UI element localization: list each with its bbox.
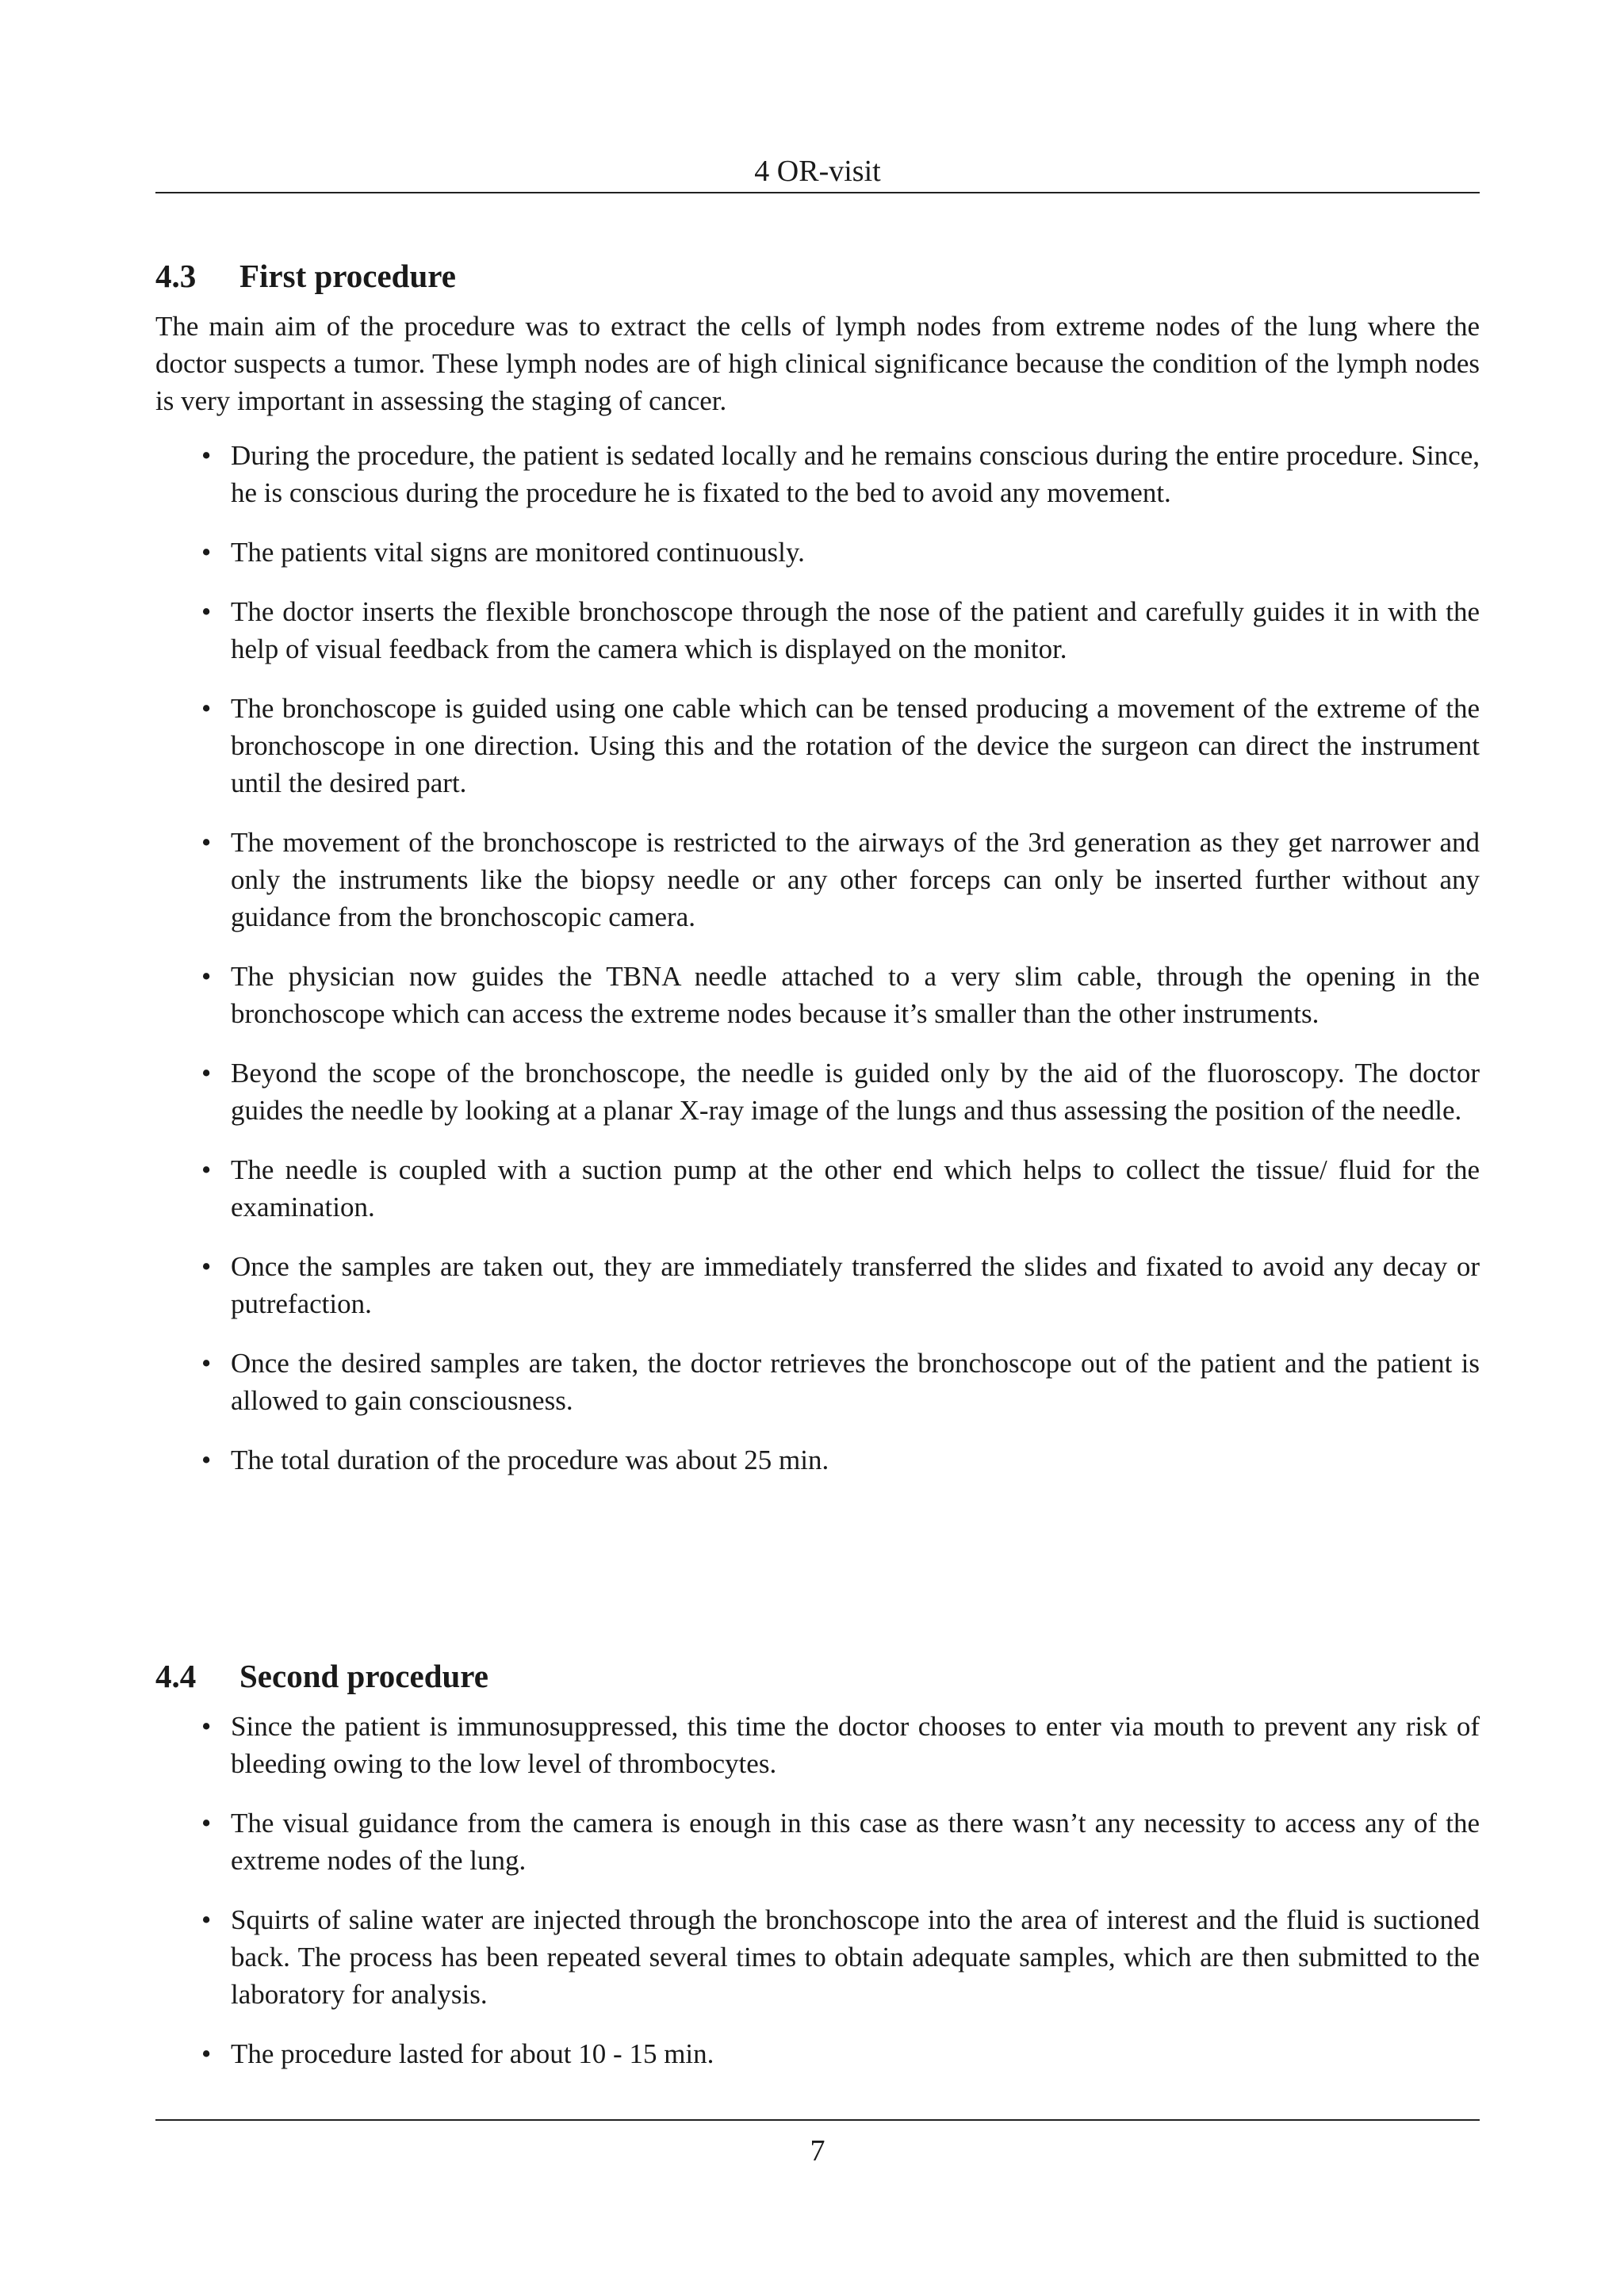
list-item-text: The bronchoscope is guided using one cable which can be tensed producing a movement of the extreme of the bronchoscope in one direction. Using this and the rotation of the device the surgeon can direct the instrument until the desired part. [231, 693, 1480, 798]
bullet-icon: • [201, 1251, 212, 1282]
list-item [155, 824, 1480, 936]
list-item-text: The patients vital signs are monitored continuously. [231, 537, 805, 568]
section-number: 4.4 [155, 1658, 197, 1694]
bullet-icon: • [201, 961, 212, 992]
list-item [155, 1441, 1480, 1479]
header-rule [155, 192, 1480, 193]
list-item-text: The movement of the bronchoscope is restricted to the airways of the 3rd generation as they get narrower and only the instruments like the biopsy needle or any other forceps can only be inserted further without any guidance from the bronchoscopic camera. [231, 827, 1480, 932]
bullet-icon: • [201, 693, 212, 724]
list-item [155, 690, 1480, 802]
list-item-text: The doctor inserts the flexible bronchoscope through the nose of the patient and carefully guides it in with the help of visual feedback from the camera which is displayed on the monitor. [231, 596, 1480, 664]
section-title: First procedure [239, 258, 456, 294]
page-number: 7 [810, 2134, 825, 2168]
list-item [155, 2035, 1480, 2072]
list-item [155, 593, 1480, 668]
bullet-icon: • [201, 1808, 212, 1839]
section-title: Second procedure [239, 1658, 488, 1694]
list-item-text: Beyond the scope of the bronchoscope, the needle is guided only by the aid of the fluoroscopy. The doctor guides the needle by looking at a planar X-ray image of the lungs and thus assessing the position of the needle. [231, 1058, 1480, 1126]
section-first-procedure [155, 252, 1480, 1501]
list-item-text: The physician now guides the TBNA needle attached to a very slim cable, through the opening in the bronchoscope which can access the extreme nodes because it’s smaller than the other instruments. [231, 961, 1480, 1029]
bullet-icon: • [201, 1154, 212, 1185]
list-item-text: The total duration of the procedure was about 25 min. [231, 1445, 829, 1475]
intro-paragraph: The main aim of the procedure was to extract the cells of lymph nodes from extreme nodes of the lung where the doctor suspects a tumor. These lymph nodes are of high clinical significance because the condition of the lymph nodes is very important in assessing the staging of cancer. [155, 311, 1480, 416]
list-item [155, 1901, 1480, 2013]
list-item-text: Since the patient is immunosuppressed, this time the doctor chooses to enter via mouth to prevent any risk of bleeding owing to the low level of thrombocytes. [231, 1711, 1480, 1779]
bullet-icon: • [201, 537, 212, 568]
bullet-icon: • [201, 1348, 212, 1379]
list-item-text: Once the desired samples are taken, the doctor retrieves the bronchoscope out of the patient and the patient is allowed to gain consciousness. [231, 1348, 1480, 1416]
section-number: 4.3 [155, 258, 197, 294]
list-item-text: Squirts of saline water are injected through the bronchoscope into the area of interest and the fluid is suctioned back. The process has been repeated several times to obtain adequate samples, which are then submitted to the laboratory for analysis. [231, 1904, 1480, 2010]
list-item-text: The visual guidance from the camera is enough in this case as there wasn’t any necessity to access any of the extreme nodes of the lung. [231, 1808, 1480, 1876]
list-item [155, 1708, 1480, 1782]
list-item-text: During the procedure, the patient is sedated locally and he remains conscious during the entire procedure. Since, he is conscious during the procedure he is fixated to the bed to avoid any movement. [231, 440, 1480, 508]
list-item [155, 958, 1480, 1032]
bullet-list [155, 1708, 1480, 2072]
bullet-icon: • [201, 1904, 212, 1935]
document-page [155, 0, 1480, 2296]
list-item-text: Once the samples are taken out, they are immediately transferred the slides and fixated to avoid any decay or putrefaction. [231, 1251, 1480, 1319]
list-item [155, 1248, 1480, 1322]
list-item [155, 1054, 1480, 1129]
section-heading [155, 252, 1480, 300]
list-item-text: The procedure lasted for about 10 - 15 min. [231, 2038, 714, 2069]
list-item-text: The needle is coupled with a suction pump at the other end which helps to collect the tissue/ fluid for the examination. [231, 1154, 1480, 1223]
bullet-icon: • [201, 2038, 212, 2069]
list-item [155, 1345, 1480, 1419]
running-header: 4 OR-visit [754, 155, 881, 188]
bullet-icon: • [201, 1711, 212, 1742]
footer-rule [155, 2119, 1480, 2121]
bullet-icon: • [201, 596, 212, 627]
list-item [155, 1804, 1480, 1879]
bullet-list [155, 437, 1480, 1479]
bullet-icon: • [201, 1445, 212, 1475]
list-item [155, 1151, 1480, 1226]
bullet-icon: • [201, 1058, 212, 1089]
bullet-icon: • [201, 827, 212, 858]
section-heading [155, 1652, 1480, 1700]
list-item [155, 437, 1480, 511]
section-second-procedure [155, 1652, 1480, 2095]
list-item [155, 534, 1480, 571]
bullet-icon: • [201, 440, 212, 471]
